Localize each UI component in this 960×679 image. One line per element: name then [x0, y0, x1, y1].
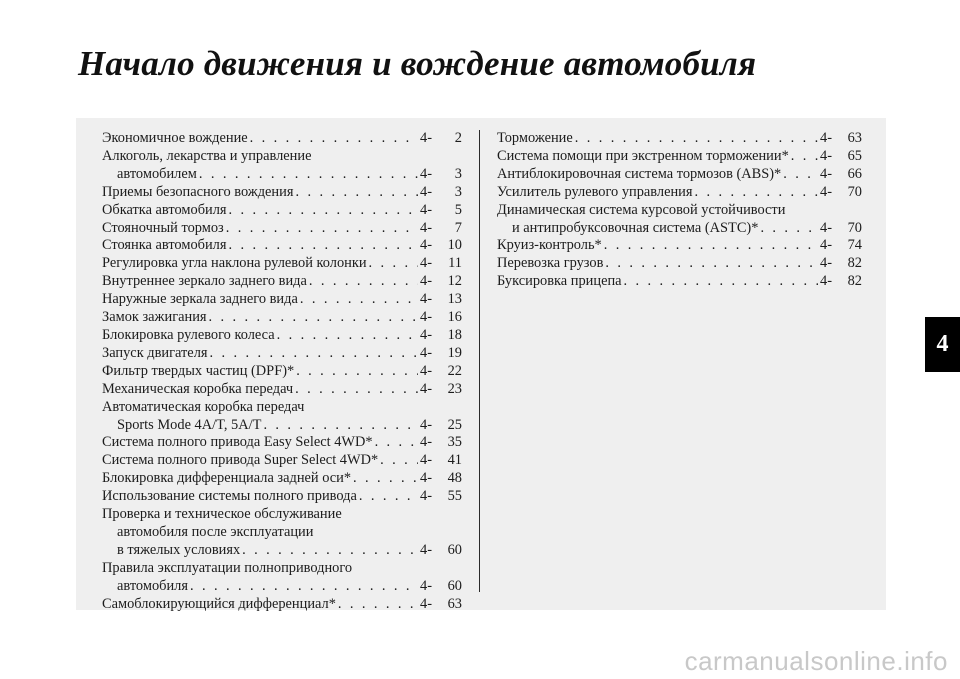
dot-leader: [380, 452, 418, 470]
toc-entry: [497, 273, 862, 291]
toc-entry-label: Блокировка дифференциала задней оси*: [102, 470, 352, 487]
toc-section-number: 4-: [420, 201, 432, 218]
toc-section-number: 4-: [820, 273, 832, 290]
toc-entry-label: Круиз-контроль*: [497, 237, 602, 254]
toc-entry: [102, 327, 462, 345]
toc-entry-label: Торможение: [497, 130, 573, 146]
toc-section-number: 4-: [820, 147, 832, 164]
toc-entry-label: Перевозка грузов: [497, 255, 604, 272]
toc-right-column: [497, 130, 862, 291]
toc-entry-label: Антиблокировочная система тормозов (ABS)*: [497, 165, 782, 182]
toc-section-number: 4-: [820, 130, 832, 146]
toc-page-number: 70: [847, 219, 862, 236]
toc-section-number: 4-: [420, 273, 432, 290]
toc-entry-label: Приемы безопасного вождения: [102, 183, 294, 200]
dot-leader: [209, 309, 418, 327]
toc-section-number: 4-: [820, 255, 832, 272]
dot-leader: [199, 166, 418, 184]
dot-leader: [228, 237, 418, 255]
toc-section-number: 4-: [420, 577, 432, 594]
toc-page-number: 3: [454, 183, 462, 200]
toc-section-number: 4-: [820, 165, 832, 182]
toc-entry-label: Регулировка угла наклона рулевой колонки: [102, 255, 367, 272]
toc-page-number: 65: [847, 147, 862, 164]
dot-leader: [605, 255, 818, 273]
dot-leader: [250, 130, 418, 148]
toc-page-number: 10: [447, 237, 462, 254]
toc-entry-label: Система полного привода Easy Select 4WD*: [102, 434, 373, 451]
dot-leader: [210, 345, 419, 363]
toc-page-number: 66: [847, 165, 862, 182]
toc-entry: [102, 560, 462, 596]
toc-section-number: 4-: [420, 309, 432, 326]
dot-leader: [359, 488, 418, 506]
toc-entry: [497, 184, 862, 202]
toc-entry-label: Внутреннее зеркало заднего вида: [102, 273, 307, 290]
toc-page-number: 23: [447, 380, 462, 397]
toc-page-number: 5: [454, 201, 462, 218]
toc-section-number: 4-: [420, 434, 432, 451]
toc-entry-label: и антипробуксовочная система (ASTC)*: [512, 219, 759, 236]
toc-entry-label: в тяжелых условиях: [117, 541, 241, 558]
toc-page-number: 41: [447, 452, 462, 469]
dot-leader: [353, 470, 418, 488]
toc-entry: [497, 148, 862, 166]
dot-leader: [369, 255, 418, 273]
toc-entry-label: Правила эксплуатации полноприводного: [102, 559, 353, 576]
toc-section-number: 4-: [420, 362, 432, 379]
toc-page-number: 74: [847, 237, 862, 254]
toc-section-number: 4-: [420, 183, 432, 200]
toc-page-number: 19: [447, 344, 462, 361]
toc-entry: [102, 345, 462, 363]
toc-entry: [102, 273, 462, 291]
dot-leader: [575, 130, 818, 148]
toc-section-number: 4-: [420, 130, 432, 146]
toc-entry-label: Запуск двигателя: [102, 344, 208, 361]
toc-entry-label: Наружные зеркала заднего вида: [102, 291, 298, 308]
toc-entry-label: Алкоголь, лекарства и управление: [102, 147, 312, 164]
toc-entry-label: Динамическая система курсовой устойчивости: [497, 201, 786, 218]
toc-entry-label: Обкатка автомобиля: [102, 201, 227, 218]
page-title: Начало движения и вождение автомобиля: [78, 44, 757, 83]
toc-entry-label: Стоянка автомобиля: [102, 237, 227, 254]
toc-entry-label: Экономичное вождение: [102, 130, 248, 146]
toc-page-number: 82: [847, 255, 862, 272]
toc-page-number: 11: [448, 255, 462, 272]
toc-entry: [102, 220, 462, 238]
dot-leader: [760, 220, 818, 238]
watermark: carmanualsonline.info: [684, 646, 948, 676]
dot-leader: [295, 184, 418, 202]
toc-section-number: 4-: [420, 488, 432, 505]
toc-page-number: 60: [447, 541, 462, 558]
toc-page-number: 48: [447, 470, 462, 487]
toc-section-number: 4-: [420, 326, 432, 343]
toc-entry-label: Замок зажигания: [102, 309, 207, 326]
toc-section-number: 4-: [420, 237, 432, 254]
dot-leader: [295, 381, 418, 399]
toc-section-number: 4-: [420, 470, 432, 487]
toc-page-number: 60: [447, 577, 462, 594]
dot-leader: [783, 166, 818, 184]
toc-section-number: 4-: [820, 219, 832, 236]
toc-page-number: 12: [447, 273, 462, 290]
dot-leader: [791, 148, 818, 166]
toc-entry: [102, 184, 462, 202]
dot-leader: [300, 291, 418, 309]
toc-entry-label: Автоматическая коробка передач: [102, 398, 305, 415]
toc-page-number: 22: [447, 362, 462, 379]
dot-leader: [229, 202, 418, 220]
toc-entry: [102, 148, 462, 184]
dot-leader: [624, 273, 818, 291]
toc-entry-label: Sports Mode 4A/T, 5A/T: [117, 416, 262, 433]
toc-section-number: 4-: [420, 291, 432, 308]
toc-entry: [497, 237, 862, 255]
toc-entry: [102, 488, 462, 506]
toc-section-number: 4-: [820, 237, 832, 254]
toc-entry: [102, 130, 462, 148]
dot-leader: [338, 596, 418, 614]
toc-entry-label: Механическая коробка передач: [102, 380, 294, 397]
toc-page-number: 18: [447, 326, 462, 343]
toc-entry: [102, 596, 462, 614]
toc-section-number: 4-: [420, 416, 432, 433]
toc-page-number: 13: [447, 291, 462, 308]
dot-leader: [604, 237, 818, 255]
toc-entry: [102, 381, 462, 399]
chapter-tab: 4: [925, 317, 960, 372]
toc-entry: [497, 202, 862, 238]
toc-entry-label: автомобиля после эксплуатации: [117, 523, 314, 540]
toc-entry-label: Использование системы полного привода: [102, 488, 357, 505]
toc-entry-label: Система помощи при экстренном торможении*: [497, 147, 789, 164]
toc-section-number: 4-: [820, 183, 832, 200]
toc-entry-label: Буксировка прицепа: [497, 273, 622, 290]
toc-page-number: 25: [447, 416, 462, 433]
toc-entry-label: Блокировка рулевого колеса: [102, 326, 275, 343]
toc-section-number: 4-: [420, 541, 432, 558]
dot-leader: [242, 542, 418, 560]
dot-leader: [695, 184, 819, 202]
toc-page-number: 63: [447, 595, 462, 612]
toc-section-number: 4-: [420, 595, 432, 612]
toc-entry: [102, 237, 462, 255]
toc-page-number: 3: [454, 165, 462, 182]
dot-leader: [296, 363, 418, 381]
toc-section-number: 4-: [420, 255, 432, 272]
toc-page-number: 70: [847, 183, 862, 200]
toc-entry: [102, 291, 462, 309]
toc-entry-label: Стояночный тормоз: [102, 219, 224, 236]
toc-page-number: 7: [454, 219, 462, 236]
toc-entry: [497, 255, 862, 273]
toc-section-number: 4-: [420, 165, 432, 182]
toc-page-number: 63: [847, 130, 862, 146]
toc-entry: [102, 309, 462, 327]
column-divider: [479, 130, 480, 592]
toc-page-number: 2: [454, 130, 462, 146]
dot-leader: [375, 434, 418, 452]
toc-page-number: 55: [447, 488, 462, 505]
toc-entry-label: Фильтр твердых частиц (DPF)*: [102, 362, 295, 379]
toc-entry: [102, 434, 462, 452]
toc-entry-label: Усилитель рулевого управления: [497, 183, 693, 200]
toc-page-number: 82: [847, 273, 862, 290]
toc-entry: [102, 470, 462, 488]
toc-entry: [497, 166, 862, 184]
toc-entry-label: Проверка и техническое обслуживание: [102, 506, 342, 523]
toc-entry-label: Самоблокирующийся дифференциал*: [102, 595, 336, 612]
toc-entry-label: Система полного привода Super Select 4WD*: [102, 452, 379, 469]
dot-leader: [263, 417, 418, 435]
toc-section-number: 4-: [420, 380, 432, 397]
toc-entry: [102, 255, 462, 273]
toc-section-number: 4-: [420, 219, 432, 236]
toc-entry: [102, 506, 462, 560]
dot-leader: [190, 578, 418, 596]
toc-entry: [102, 363, 462, 381]
toc-entry: [102, 399, 462, 435]
toc-section-number: 4-: [420, 452, 432, 469]
toc-entry: [102, 202, 462, 220]
toc-entry: [497, 130, 862, 148]
toc-entry-label: автомобилем: [117, 165, 197, 182]
toc-entry-label: автомобиля: [117, 577, 188, 594]
dot-leader: [277, 327, 418, 345]
toc-page-number: 16: [447, 309, 462, 326]
dot-leader: [226, 220, 418, 238]
toc-section-number: 4-: [420, 344, 432, 361]
toc-page-number: 35: [447, 434, 462, 451]
dot-leader: [309, 273, 418, 291]
toc-entry: [102, 452, 462, 470]
toc-left-column: [102, 130, 462, 613]
